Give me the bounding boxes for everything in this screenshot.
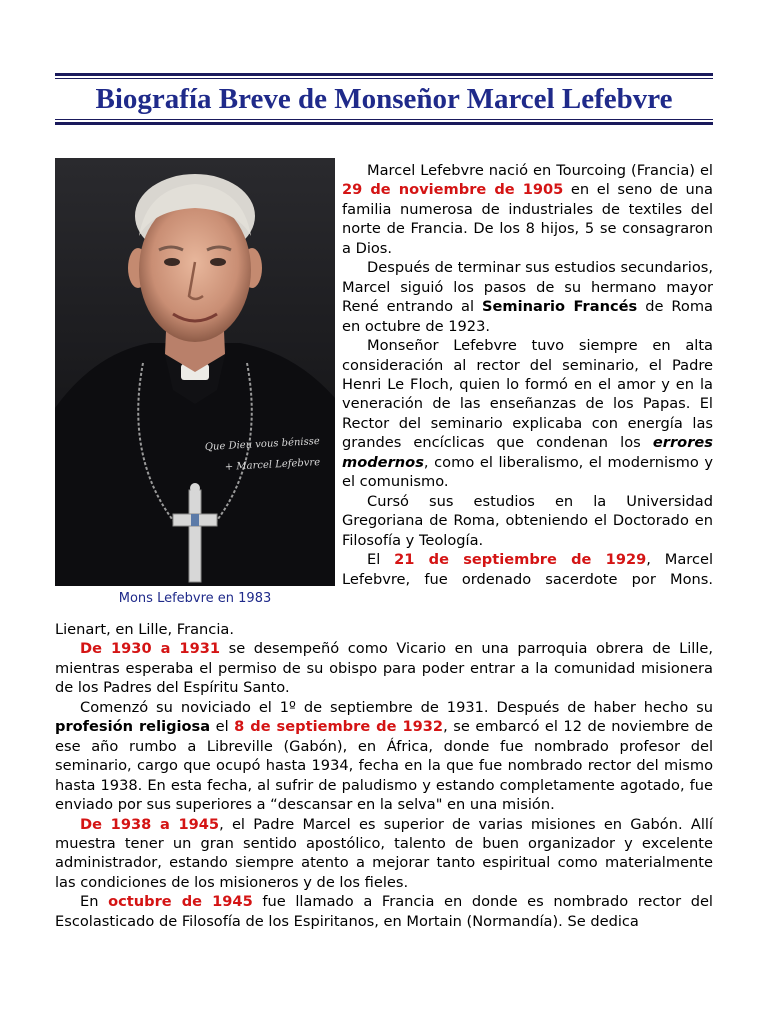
portrait-illustration: [55, 158, 335, 586]
gabon-period: De 1938 a 1945: [80, 815, 220, 833]
paragraph-8: De 1938 a 1945, el Padre Marcel es superior de varias misiones en Gabón. Allí muestra tener un gran sentido apostólico, talento de buen organizador y excelente administrador, estando siempre atento a mejorar tanto espiritual como materialmente las condiciones de los misioneros y de los fieles.: [55, 815, 713, 891]
vicar-period: De 1930 a 1931: [80, 640, 221, 658]
right-column-text: [342, 161, 713, 589]
ordination-date: 21 de septiembre de 1929: [394, 551, 647, 569]
inscription-line-1: Que Dieu vous bénisse: [204, 435, 321, 453]
seminary-name: Seminario Francés: [481, 298, 638, 316]
paragraph-1: Marcel Lefebvre nació en Tourcoing (Francia) el 29 de noviembre de 1905 en el seno de una familia numerosa de industriales de textiles del norte de Francia. De los 8 hijos, 5 se consagraron a Dios.: [342, 162, 713, 257]
inscription-line-2: + Marcel Lefebvre: [224, 457, 321, 473]
profession-date: 8 de septiembre de 1932: [234, 718, 444, 736]
paragraph-3: Monseñor Lefebvre tuvo siempre en alta consideración al rector del seminario, el Padre Henri Le Floch, quien lo formó en el amor y en la veneración de las enseñanzas de los Papas. El Rector del seminario explicaba con energía las grandes encíclicas que condenan los errores modernos, como el liberalismo, el modernismo y el comunismo.: [342, 337, 713, 491]
photo-caption: Mons Lefebvre en 1983: [118, 591, 272, 606]
title-block: [55, 73, 713, 125]
paragraph-6: De 1930 a 1931 se desempeñó como Vicario en una parroquia obrera de Lille, mientras esperaba el permiso de su obispo para poder entrar a la comunidad misionera de los Padres del Espíritu Santo.: [55, 640, 713, 697]
page-title: Biografía Breve de Monseñor Marcel Lefebvre: [95, 83, 673, 115]
paragraph-9: En octubre de 1945 fue llamado a Francia en donde es nombrado rector del Escolasticado de Filosofía de los Espiritanos, en Mortain (Normandía). Se dedica: [55, 893, 713, 930]
return-date: octubre de 1945: [108, 893, 253, 911]
title-rule-bottom: [55, 122, 713, 125]
full-width-text: [55, 620, 713, 931]
paragraph-5: El 21 de septiembre de 1929, Marcel Lefebvre, fue ordenado sacerdote por Mons.: [342, 551, 713, 588]
religious-profession: profesión religiosa: [55, 718, 211, 736]
birth-date: 29 de noviembre de 1905: [342, 181, 564, 199]
paragraph-5-continued: Lienart, en Lille, Francia.: [55, 621, 234, 638]
paragraph-2: Después de terminar sus estudios secundarios, Marcel siguió los pasos de su hermano mayor René entrando al Seminario Francés de Roma en octubre de 1923.: [342, 259, 713, 335]
paragraph-4: Cursó sus estudios en la Universidad Gregoriana de Roma, obteniendo el Doctorado en Filosofía y Teología.: [342, 492, 713, 549]
paragraph-7: Comenzó su noviciado el 1º de septiembre de 1931. Después de haber hecho su profesión religiosa el 8 de septiembre de 1932, se embarcó el 12 de noviembre de ese año rumbo a Libreville (Gabón), en África, donde fue nombrado profesor del seminario, cargo que ocupó hasta 1934, fecha en la que fue nombrado rector del mismo hasta 1938. En esta fecha, al sufrir de paludismo y estando completamente agotado, fue enviado por sus superiores a “descansar en la selva" en una misión.: [55, 698, 713, 814]
emphasis-modern-errors: errores modernos: [342, 434, 713, 471]
portrait-photo: [55, 158, 335, 586]
